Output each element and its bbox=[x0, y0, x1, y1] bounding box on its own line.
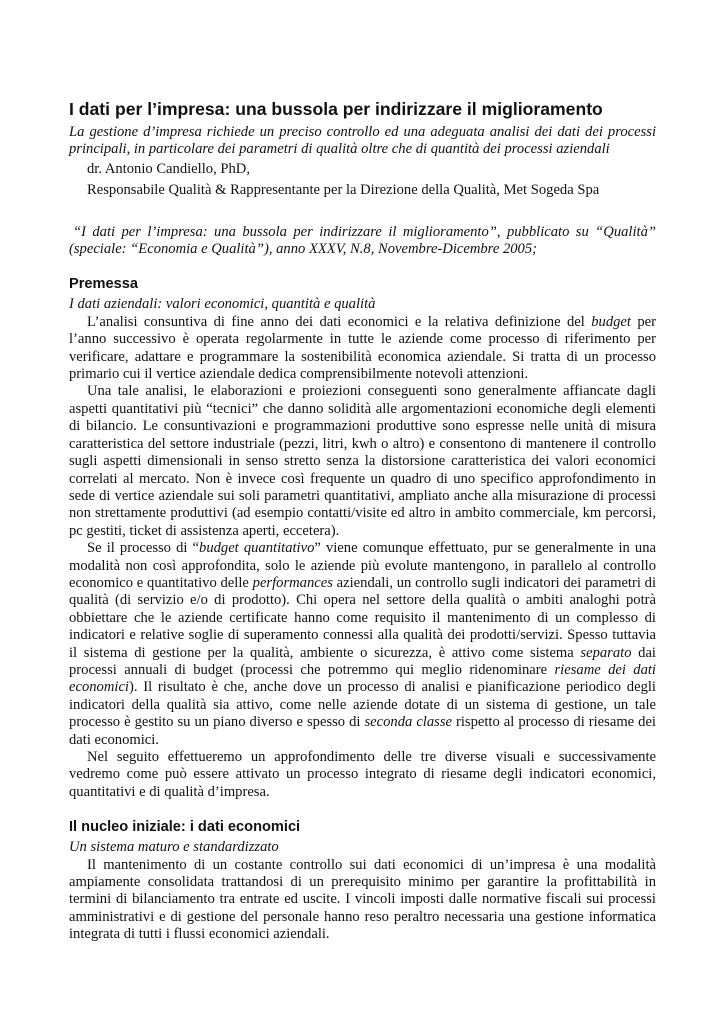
author-name: dr. Antonio Candiello, PhD, bbox=[87, 160, 250, 177]
document-subtitle: La gestione d’impresa richiede un preciso controllo ed una adeguata analisi dei dati dei processi principali, in particolare dei parametri di qualità oltre che di quantità dei processi aziendali bbox=[69, 124, 656, 158]
section-subheading-premessa: I dati aziendali: valori economici, quantità e qualità bbox=[69, 296, 376, 313]
section-heading-premessa: Premessa bbox=[69, 276, 138, 293]
paragraph: Una tale analisi, le elaborazioni e proiezioni conseguenti sono generalmente affiancate dagli aspetti quantitativi più “tecnici” che danno solidità alle argomentazioni economiche degli elementi di bilancio. Le consuntivazioni e programmazioni produttive sono espresse nelle unità di misura caratteristica del settore industriale (pezzi, litri, kwh o altro) e consentono di mantenere il controllo sugli aspetti dimensionali in senso stretto senza la distorsione caratteristica dei valori economici correlati al mercato. Non è invece così frequente un quadro di uno specifico approfondimento in sede di vertice aziendale sui soli parametri quantitativi, ampliato anche alla misurazione di processi non strettamente produttivi (ad esempio contatti/visite ed altro in ambito commerciale, km percorsi, pc gestiti, ticket di assistenza aperti, eccetera). bbox=[69, 383, 656, 539]
document-title: I dati per l’impresa: una bussola per indirizzare il miglioramento bbox=[69, 99, 603, 119]
section-heading-nucleo: Il nucleo iniziale: i dati economici bbox=[69, 819, 301, 836]
document-page bbox=[69, 98, 656, 944]
section-subheading-nucleo: Un sistema maturo e standardizzato bbox=[69, 839, 279, 856]
publication-citation: “I dati per l’impresa: una bussola per indirizzare il miglioramento”, pubblicato su “Qualità” (speciale: “Economia e Qualità”), anno XXXV, N.8, Novembre-Dicembre 2005; bbox=[69, 223, 656, 258]
paragraph: Nel seguito effettueremo un approfondimento delle tre diverse visuali e successivamente vedremo come può essere attivato un processo integrato di riesame degli indicatori economici, quantitativi e di qualità d’impresa. bbox=[69, 749, 656, 800]
paragraph: Il mantenimento di un costante controllo sui dati economici di un’impresa è una modalità ampiamente consolidata trattandosi di un prerequisito minimo per garantire la profittabilità in termini di bilanciamento tra entrate ed uscite. I vincoli imposti dalle normative fiscali sui processi amministrativi e di gestione del personale hanno reso peraltro necessaria una gestione informatica integrata di tutti i flussi economici aziendali. bbox=[69, 856, 656, 943]
author-role: Responsabile Qualità & Rappresentante per la Direzione della Qualità, Met Sogeda Spa bbox=[87, 182, 600, 199]
paragraph: L’analisi consuntiva di fine anno dei dati economici e la relativa definizione del budget per l’anno successivo è operata regolarmente in tutte le aziende come processo di riferimento per verificare, adattare e programmare la sostenibilità economica aziendale. Si tratta di un processo primario cui il vertice aziendale dedica comprensibilmente notevoli attenzioni. bbox=[69, 313, 656, 383]
paragraph: Se il processo di “budget quantitativo” viene comunque effettuato, pur se generalmente in una modalità non così approfondita, solo le aziende più evolute mantengono, in parallelo al controllo economico e quantitativo delle performances aziendali, un controllo sugli indicatori dei parametri di qualità (di servizio e/o di prodotto). Chi opera nel settore della qualità o ambiti analoghi potrà obbiettare che le aziende certificate hanno come requisito il mantenimento di un complesso di indicatori e relative soglie di superamento connessi alla qualità dei prodotti/servizi. Spesso tuttavia il sistema di gestione per la qualità, ambiente o sicurezza, è attivo come sistema separato dai processi annuali di budget (processi che potremmo qui meglio ridenominare riesame dei dati economici). Il risultato è che, anche dove un processo di analisi e pianificazione periodico degli indicatori della qualità sia attivo, come nelle aziende dotate di un sistema di gestione, un tale processo è gestito su un piano diverso e spesso di seconda classe rispetto al processo di riesame dei dati economici. bbox=[69, 540, 657, 748]
